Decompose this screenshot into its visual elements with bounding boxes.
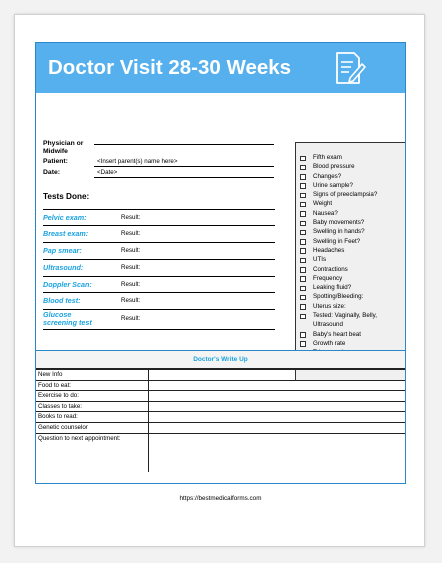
- write-up-row-entry[interactable]: [149, 401, 406, 412]
- main-section: [36, 93, 405, 350]
- checklist-item-label: Changes?: [313, 172, 342, 180]
- test-divider: [43, 209, 275, 210]
- write-up-row-entry[interactable]: [149, 380, 406, 391]
- header-banner: [36, 43, 405, 93]
- checklist-item[interactable]: [296, 265, 406, 274]
- checkbox[interactable]: [300, 332, 306, 338]
- form-frame: [35, 42, 406, 484]
- checkbox[interactable]: [300, 193, 306, 199]
- test-name-doppler: Doppler Scan:: [43, 280, 92, 289]
- checklist-item-label: Fifth exam: [313, 154, 342, 161]
- write-up-row: [36, 433, 405, 472]
- patient-value[interactable]: <Insert parent(s) name here>: [97, 158, 178, 165]
- write-up-row-label: New Info: [36, 370, 149, 381]
- test-result-label[interactable]: Result:: [121, 297, 141, 304]
- checklist-item[interactable]: [296, 339, 406, 348]
- write-up-row-label: Genetic counselor: [36, 422, 149, 433]
- checklist-item[interactable]: [296, 274, 406, 283]
- test-divider: [43, 259, 275, 260]
- write-up-row: [36, 412, 405, 423]
- test-name-glucose: [43, 311, 92, 327]
- test-divider: [43, 292, 275, 293]
- write-up-row-label: Exercise to do:: [36, 391, 149, 402]
- doctors-write-up: [36, 350, 405, 472]
- checklist-item-label: Urine sample?: [313, 181, 353, 189]
- physician-label-line2: Midwife: [43, 148, 68, 155]
- footer-url[interactable]: https://bestmedicalforms.com: [179, 495, 262, 502]
- patient-label: Patient:: [43, 158, 68, 165]
- write-up-row-label: Food to eat:: [36, 380, 149, 391]
- checklist-item[interactable]: [296, 292, 406, 301]
- write-up-row-label: Question to next appointment:: [36, 433, 149, 472]
- checklist-item[interactable]: [296, 190, 406, 199]
- test-divider: [43, 309, 275, 310]
- checkbox[interactable]: [300, 248, 306, 254]
- checkbox[interactable]: [300, 341, 306, 347]
- checklist-item-label: Leaking fluid?: [313, 284, 352, 292]
- test-name-glucose-line2: screening test: [43, 318, 92, 327]
- checklist-item-label: Swelling in hands?: [313, 228, 365, 236]
- checkbox[interactable]: [300, 286, 306, 292]
- checkbox[interactable]: [300, 211, 306, 217]
- test-divider: [43, 225, 275, 226]
- checklist-item[interactable]: [296, 302, 406, 311]
- date-label: Date:: [43, 169, 60, 176]
- checklist-item-label: Tested: Vaginally, Belly, Ultrasound: [313, 312, 377, 329]
- test-name-pelvic: Pelvic exam:: [43, 213, 87, 222]
- physician-label: [43, 140, 83, 156]
- test-divider: [43, 242, 275, 243]
- test-name-ultrasound: Ultrasound:: [43, 263, 84, 272]
- checkbox[interactable]: [300, 221, 306, 227]
- checklist-item-label: Contractions: [313, 265, 348, 273]
- checklist-item[interactable]: [296, 209, 406, 218]
- test-divider: [43, 276, 275, 277]
- test-result-label[interactable]: Result:: [121, 281, 141, 288]
- checklist-item[interactable]: [296, 172, 406, 181]
- checklist-item-label: Signs of preeclampsia?: [313, 191, 378, 199]
- checklist-item-label: Baby's heart beat: [313, 330, 361, 338]
- visit-checklist: [295, 142, 405, 380]
- checklist-item[interactable]: [296, 330, 406, 339]
- physician-label-line1: Physician or: [43, 140, 84, 147]
- test-result-label[interactable]: Result:: [121, 214, 141, 221]
- checklist-item-label: Baby movements?: [313, 219, 365, 227]
- write-up-table: [36, 369, 405, 472]
- checklist-item[interactable]: [296, 218, 406, 227]
- checklist-item-label: Frequency: [313, 274, 343, 282]
- checklist-item[interactable]: [296, 181, 406, 190]
- checklist-list: [296, 153, 406, 367]
- checklist-item[interactable]: [296, 162, 406, 171]
- test-result-label[interactable]: Result:: [121, 230, 141, 237]
- patient-field-line: [94, 166, 274, 167]
- test-result-label[interactable]: Result:: [121, 264, 141, 271]
- checklist-item[interactable]: [296, 237, 406, 246]
- physician-field-line[interactable]: [94, 144, 274, 145]
- checklist-item[interactable]: [296, 255, 406, 264]
- checklist-item-label: Headaches: [313, 246, 345, 254]
- write-up-row: [36, 380, 405, 391]
- test-name-glucose-line1: Glucose: [43, 310, 72, 319]
- checklist-item-label: Nausea?: [313, 209, 338, 217]
- checkbox[interactable]: [300, 165, 306, 171]
- checklist-item[interactable]: [296, 246, 406, 255]
- test-name-breast: Breast exam:: [43, 229, 89, 238]
- checklist-item-label: Growth rate: [313, 339, 346, 347]
- checklist-item[interactable]: [296, 283, 406, 292]
- checkbox[interactable]: [300, 174, 306, 180]
- checkbox[interactable]: [300, 183, 306, 189]
- checkbox[interactable]: [300, 276, 306, 282]
- write-up-row-entry[interactable]: [149, 412, 406, 423]
- checkbox[interactable]: [300, 267, 306, 273]
- page-title: Doctor Visit 28-30 Weeks: [48, 56, 292, 79]
- checkbox[interactable]: [300, 314, 306, 320]
- test-name-blood: Blood test:: [43, 296, 81, 305]
- checkbox[interactable]: [300, 156, 306, 162]
- test-name-pap: Pap smear:: [43, 246, 82, 255]
- write-up-row: [36, 370, 405, 381]
- checklist-item[interactable]: [296, 153, 406, 162]
- test-result-label[interactable]: Result:: [121, 315, 141, 322]
- checklist-item-label: Weight: [313, 200, 333, 208]
- write-up-row: [36, 422, 405, 433]
- checklist-item[interactable]: [296, 227, 406, 236]
- write-up-row: [36, 401, 405, 412]
- write-up-title: Doctor's Write Up: [36, 351, 405, 369]
- write-up-row-label: Classes to take:: [36, 401, 149, 412]
- write-up-row: [36, 391, 405, 402]
- checkbox[interactable]: [300, 239, 306, 245]
- write-up-row-entry[interactable]: [149, 391, 406, 402]
- form-page: [14, 14, 425, 547]
- write-up-row-entry[interactable]: [149, 422, 406, 433]
- write-up-row-entry[interactable]: [149, 370, 406, 381]
- date-field-line: [94, 177, 274, 178]
- checklist-item[interactable]: [296, 199, 406, 208]
- test-divider: [43, 329, 275, 330]
- write-up-row-entry[interactable]: [149, 433, 406, 472]
- document-pen-icon: [331, 50, 367, 86]
- checkbox[interactable]: [300, 304, 306, 310]
- checkbox[interactable]: [300, 258, 306, 264]
- checkbox[interactable]: [300, 202, 306, 208]
- checklist-item[interactable]: [296, 311, 406, 330]
- checklist-item-label: Spotting/Bleeding:: [313, 293, 364, 301]
- checklist-item-label: Swelling in Feet?: [313, 237, 361, 245]
- test-result-label[interactable]: Result:: [121, 247, 141, 254]
- write-up-row-label: Books to read:: [36, 412, 149, 423]
- checkbox[interactable]: [300, 295, 306, 301]
- date-value[interactable]: <Date>: [97, 169, 118, 176]
- checklist-item-label: Uterus size:: [313, 302, 346, 310]
- checklist-item-label: Blood pressure: [313, 163, 355, 171]
- tests-title: Tests Done:: [43, 192, 90, 201]
- checklist-item-label: UTIs: [313, 256, 327, 264]
- checkbox[interactable]: [300, 230, 306, 236]
